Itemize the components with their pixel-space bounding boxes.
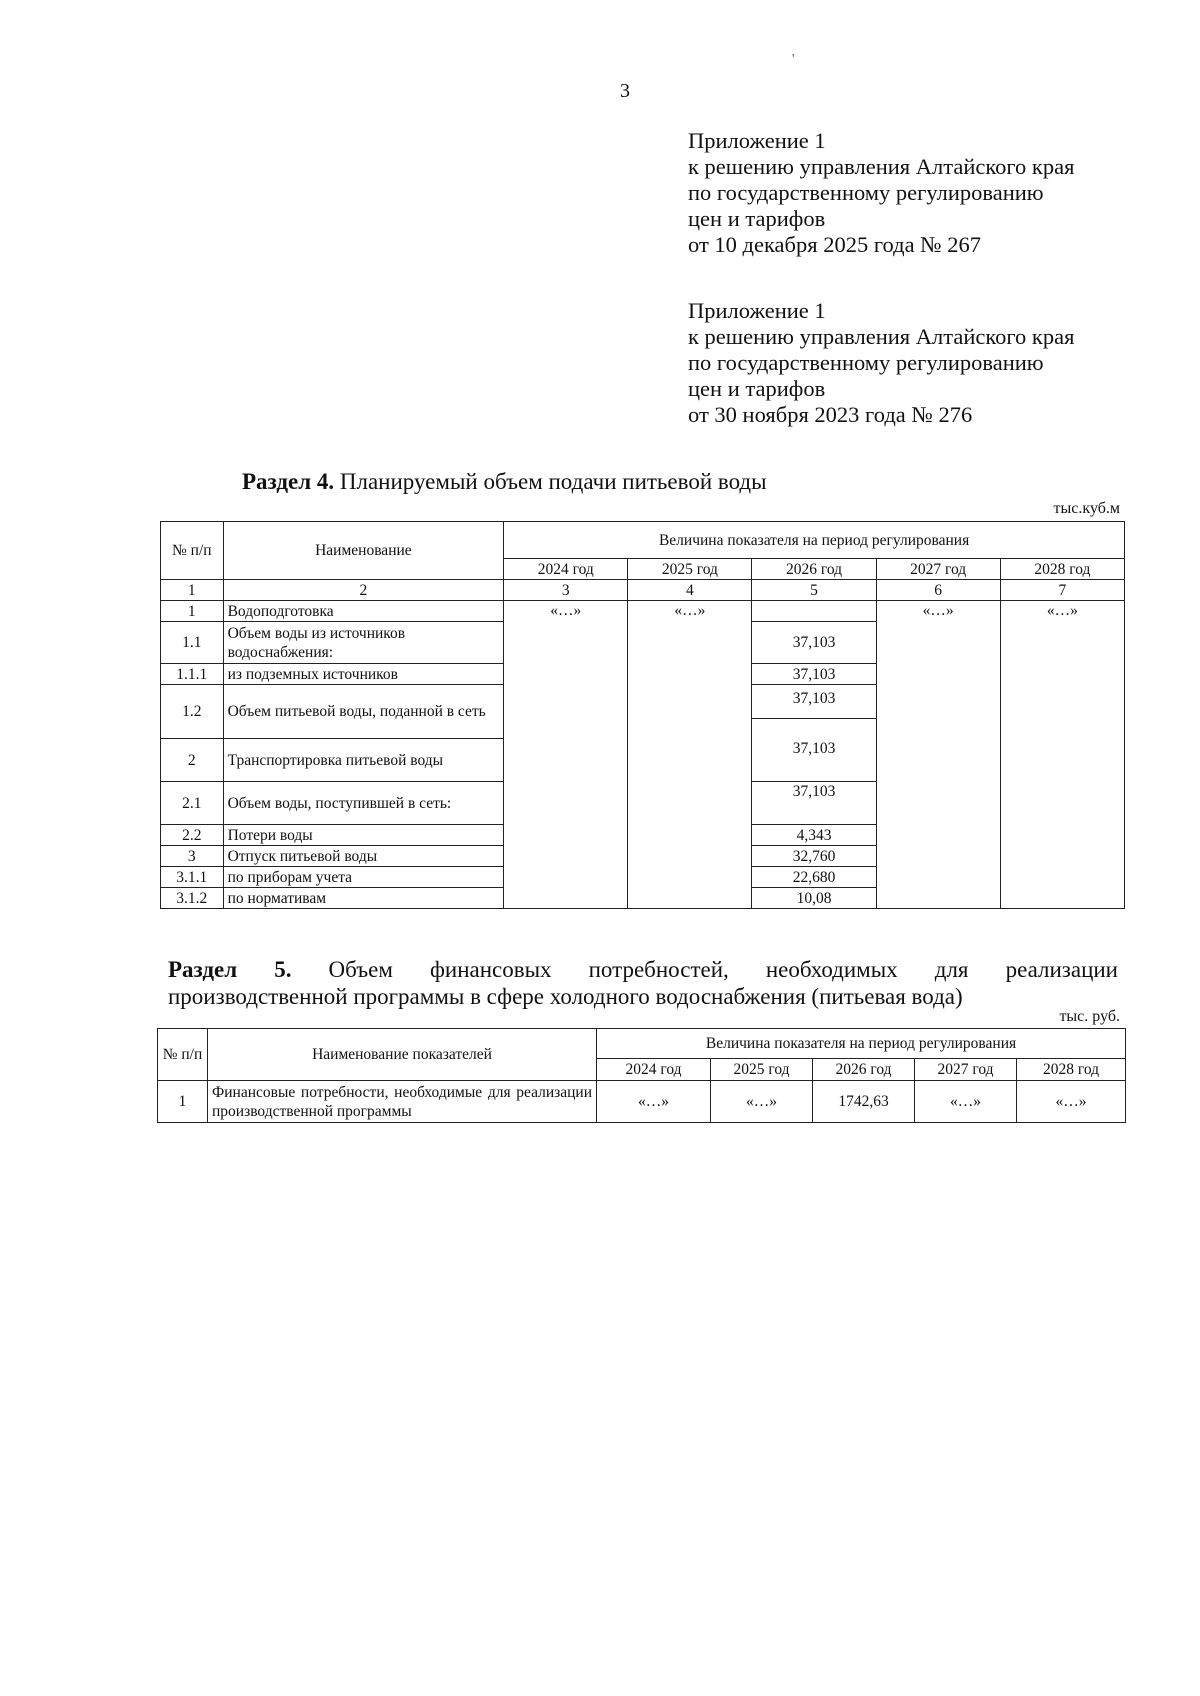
value-2025: «…»: [628, 601, 752, 909]
value-2026: 32,760: [752, 846, 876, 867]
header-year: 2025 год: [628, 559, 752, 580]
page-number: 3: [620, 80, 630, 102]
appendix-line: от 30 ноября 2023 года № 276: [688, 402, 973, 427]
value-2024: «…»: [597, 1081, 711, 1123]
row-name: Объем воды из источников водоснабжения:: [223, 622, 504, 664]
header-period: Величина показателя на период регулирования: [597, 1029, 1126, 1059]
appendix-line: к решению управления Алтайского края: [688, 154, 1075, 179]
row-num: 1.2: [161, 685, 224, 739]
section4-title: [242, 469, 767, 495]
row-name: из подземных источников: [223, 664, 504, 685]
header-year: 2024 год: [504, 559, 628, 580]
row-num: 3: [161, 846, 224, 867]
value-2026: 1742,63: [813, 1081, 915, 1123]
header-year: 2028 год: [1017, 1059, 1126, 1081]
row-num: 1: [158, 1081, 208, 1123]
row-name: по приборам учета: [223, 867, 504, 888]
row-num: 1.1.1: [161, 664, 224, 685]
row-name: Транспортировка питьевой воды: [223, 739, 504, 782]
appendix-line: от 10 декабря 2025 года № 267: [688, 232, 982, 257]
row-name: по нормативам: [223, 888, 504, 909]
appendix-line: Приложение 1: [688, 128, 826, 153]
section4-title-text: Планируемый объем подачи питьевой воды: [334, 469, 767, 494]
column-number: 3: [504, 580, 628, 601]
row-name: Отпуск питьевой воды: [223, 846, 504, 867]
section5-title-bold: Раздел 5.: [168, 957, 292, 982]
section4-title-bold: Раздел 4.: [242, 469, 335, 494]
row-num: 1.1: [161, 622, 224, 664]
row-name: Финансовые потребности, необходимые для реализации производственной программы: [208, 1081, 597, 1123]
column-number: 2: [223, 580, 504, 601]
row-name: Водоподготовка: [223, 601, 504, 622]
value-2026: 10,08: [752, 888, 876, 909]
value-2026: 37,103: [752, 622, 876, 664]
section5-table: [157, 1028, 1126, 1123]
value-2024: «…»: [504, 601, 628, 909]
appendix-line: к решению управления Алтайского края: [688, 324, 1075, 349]
table-row: [161, 601, 1125, 622]
header-year: 2027 год: [876, 559, 1000, 580]
appendix-line: Приложение 1: [688, 298, 826, 323]
appendix-line: по государственному регулированию: [688, 180, 1044, 205]
section5-title-line1: [168, 956, 1118, 983]
header-num: № п/п: [161, 522, 224, 580]
value-2028: «…»: [1017, 1081, 1126, 1123]
value-2027: «…»: [915, 1081, 1017, 1123]
row-name: Объем воды, поступившей в сеть:: [223, 782, 504, 825]
value-2026: 37,103: [752, 685, 876, 719]
value-2025: «…»: [711, 1081, 813, 1123]
header-year: 2026 год: [813, 1059, 915, 1081]
appendix-previous: [688, 298, 1074, 428]
value-2026: 4,343: [752, 825, 876, 846]
value-2026: 22,680: [752, 867, 876, 888]
value-2028: «…»: [1000, 601, 1124, 909]
row-num: 2: [161, 739, 224, 782]
stray-mark: ': [792, 52, 795, 67]
header-year: 2024 год: [597, 1059, 711, 1081]
appendix-line: цен и тарифов: [688, 376, 826, 401]
section4-table: [160, 521, 1125, 909]
section5-title: [168, 956, 1118, 1010]
section4-unit: тыс.куб.м: [1053, 500, 1120, 517]
header-year: 2025 год: [711, 1059, 813, 1081]
column-number: 7: [1000, 580, 1124, 601]
value-2026: 37,103: [752, 739, 876, 782]
column-number: 5: [752, 580, 876, 601]
header-name: Наименование показателей: [208, 1029, 597, 1081]
row-num: 1: [161, 601, 224, 622]
header-name: Наименование: [223, 522, 504, 580]
appendix-current: [688, 128, 1074, 258]
value-2026: 37,103: [752, 664, 876, 685]
header-num: № п/п: [158, 1029, 208, 1081]
section5-title-text: Объем финансовых потребностей, необходимых для реализации: [291, 957, 1118, 982]
header-year: 2026 год: [752, 559, 876, 580]
section5-unit: тыс. руб.: [1059, 1008, 1120, 1025]
appendix-line: цен и тарифов: [688, 206, 826, 231]
value-2027: «…»: [876, 601, 1000, 909]
column-number: 4: [628, 580, 752, 601]
header-period: Величина показателя на период регулирования: [504, 522, 1125, 559]
row-name: Потери воды: [223, 825, 504, 846]
section5-title-line2: производственной программы в сфере холодного водоснабжения (питьевая вода): [168, 984, 963, 1009]
column-number: 1: [161, 580, 224, 601]
header-year: 2027 год: [915, 1059, 1017, 1081]
appendix-line: по государственному регулированию: [688, 350, 1044, 375]
header-year: 2028 год: [1000, 559, 1124, 580]
row-num: 2.1: [161, 782, 224, 825]
value-2026: 37,103: [752, 782, 876, 825]
row-num: 2.2: [161, 825, 224, 846]
column-number: 6: [876, 580, 1000, 601]
table-row: [158, 1081, 1126, 1123]
row-name: Объем питьевой воды, поданной в сеть: [223, 685, 504, 739]
row-num: 3.1.1: [161, 867, 224, 888]
value-2026-blank: [752, 719, 876, 739]
value-2026: [752, 601, 876, 622]
row-num: 3.1.2: [161, 888, 224, 909]
